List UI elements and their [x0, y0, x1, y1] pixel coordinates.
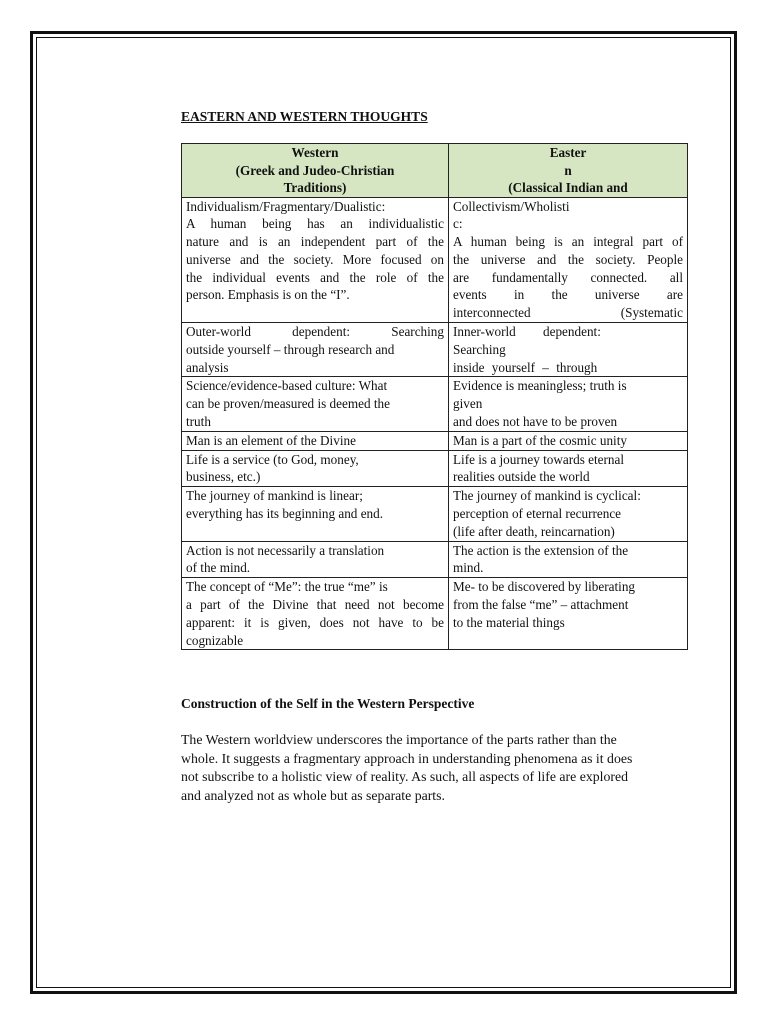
- table-row: [182, 541, 688, 578]
- cell-western: The concept of “Me”: the true “me” is a part of the Divine that need not become apparent: it is given, does not have to be cognizable: [182, 578, 449, 650]
- table-row: [182, 431, 688, 450]
- body-paragraph: The Western worldview underscores the importance of the parts rather than the whole. It suggests a fragmentary approach in understanding phenomena as it does not subscribe to a holistic view of reality. As such, all aspects of life are explored and analyzed not as whole but as separate parts.: [181, 732, 633, 803]
- table-row: [182, 377, 688, 431]
- table-row: [182, 578, 688, 650]
- cell-eastern: Life is a journey towards eternal realities outside the world: [449, 450, 688, 487]
- table-row: [182, 487, 688, 541]
- cell-western: Action is not necessarily a translation of the mind.: [182, 541, 449, 578]
- page-heading: EASTERN AND WESTERN THOUGHTS: [181, 109, 428, 124]
- cell-eastern: Man is a part of the cosmic unity: [449, 431, 688, 450]
- cell-eastern: The action is the extension of the mind.: [449, 541, 688, 578]
- cell-western: Outer-world dependent: Searching outside yourself – through research and analysis: [182, 323, 449, 377]
- comparison-table: [181, 143, 688, 650]
- cell-western: The journey of mankind is linear; everything has its beginning and end.: [182, 487, 449, 541]
- table-row: [182, 450, 688, 487]
- cell-eastern: Evidence is meaningless; truth is given and does not have to be proven: [449, 377, 688, 431]
- cell-eastern: The journey of mankind is cyclical: perception of eternal recurrence (life after death, reincarnation): [449, 487, 688, 541]
- cell-western: Science/evidence-based culture: What can be proven/measured is deemed the truth: [182, 377, 449, 431]
- cell-eastern: Inner-world dependent: Searching inside yourself – through: [449, 323, 688, 377]
- cell-western: Man is an element of the Divine: [182, 431, 449, 450]
- section-title: Construction of the Self in the Western Perspective: [181, 696, 475, 711]
- header-western: Western (Greek and Judeo-Christian Traditions): [182, 144, 449, 198]
- header-eastern: Easter n (Classical Indian and: [449, 144, 688, 198]
- table-header-row: [182, 144, 688, 198]
- table-row: [182, 197, 688, 323]
- cell-western: Life is a service (to God, money, business, etc.): [182, 450, 449, 487]
- table-row: [182, 323, 688, 377]
- cell-eastern: Me- to be discovered by liberating from the false “me” – attachment to the material things: [449, 578, 688, 650]
- cell-western: Individualism/Fragmentary/Dualistic: A human being has an individualistic nature and is an independent part of the universe and the society. More focused on the individual events and the role of the person. Emphasis is on the “I”.: [182, 197, 449, 323]
- cell-eastern: Collectivism/Wholisti c: A human being is an integral part of the universe and the society. People are fundamentally connected. all events in the universe are interconnected (Systematic: [449, 197, 688, 323]
